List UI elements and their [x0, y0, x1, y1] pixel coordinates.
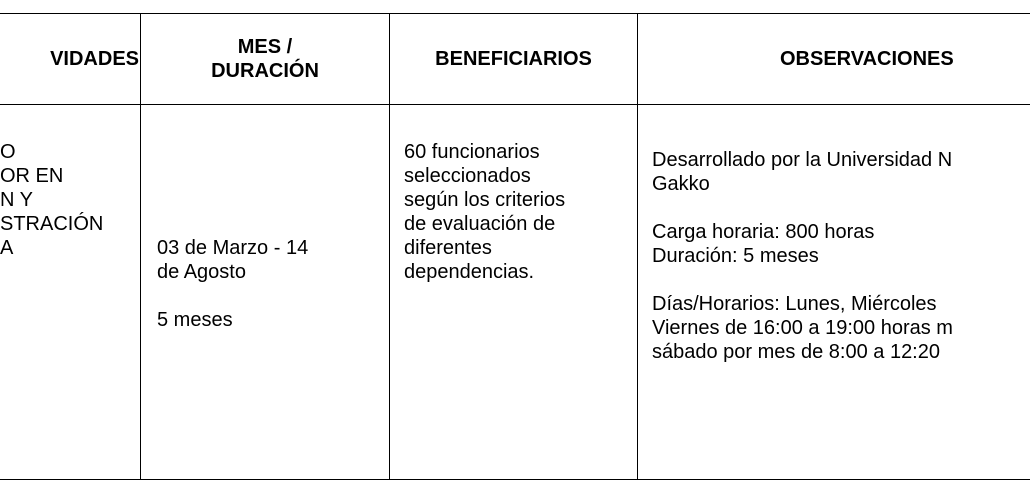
- beneficiarios-line: según los criterios: [404, 189, 566, 211]
- actividades-line: OR EN: [0, 165, 64, 187]
- header-duracion-label: DURACIÓN: [211, 60, 319, 82]
- cell-observaciones: [652, 140, 1030, 364]
- spacer: [652, 196, 1030, 220]
- spacer: [157, 284, 382, 308]
- obs-duracion: Duración: 5 meses: [652, 245, 819, 267]
- beneficiarios-line: seleccionados: [404, 165, 531, 187]
- mes-duration: 5 meses: [157, 309, 233, 331]
- actividades-line: O: [0, 141, 16, 163]
- obs-institution: Desarrollado por la Universidad N: [652, 149, 953, 171]
- column-divider-2: [389, 13, 390, 480]
- cell-beneficiarios: [404, 140, 634, 284]
- actividades-line: N Y: [0, 189, 33, 211]
- cell-actividades: [0, 140, 140, 260]
- obs-carga-horaria: Carga horaria: 800 horas: [652, 221, 875, 243]
- mes-dates-line1: 03 de Marzo - 14: [157, 237, 309, 259]
- table-bottom-border: [0, 479, 1030, 480]
- header-observaciones: OBSERVACIONES: [780, 48, 954, 70]
- header-mes-label: MES /: [237, 36, 293, 58]
- beneficiarios-line: 60 funcionarios: [404, 141, 540, 163]
- actividades-line: STRACIÓN: [0, 213, 104, 235]
- obs-viernes: Viernes de 16:00 a 19:00 horas m: [652, 317, 953, 339]
- cell-mes-duracion: [157, 236, 382, 332]
- spacer: [652, 268, 1030, 292]
- beneficiarios-line: dependencias.: [404, 261, 535, 283]
- obs-sabado: sábado por mes de 8:00 a 12:20: [652, 341, 940, 363]
- actividades-line: A: [0, 237, 14, 259]
- mes-dates-line2: de Agosto: [157, 261, 246, 283]
- obs-institution-cont: Gakko: [652, 173, 710, 195]
- header-beneficiarios: BENEFICIARIOS: [435, 48, 592, 70]
- beneficiarios-line: de evaluación de: [404, 213, 556, 235]
- column-divider-1: [140, 13, 141, 480]
- beneficiarios-line: diferentes: [404, 237, 492, 259]
- header-row-divider: [0, 104, 1030, 105]
- obs-dias-horarios: Días/Horarios: Lunes, Miércoles: [652, 293, 937, 315]
- header-actividades: VIDADES: [50, 48, 139, 70]
- header-mes-duracion: [141, 35, 389, 83]
- column-divider-3: [637, 13, 638, 480]
- table-top-border: [0, 13, 1030, 14]
